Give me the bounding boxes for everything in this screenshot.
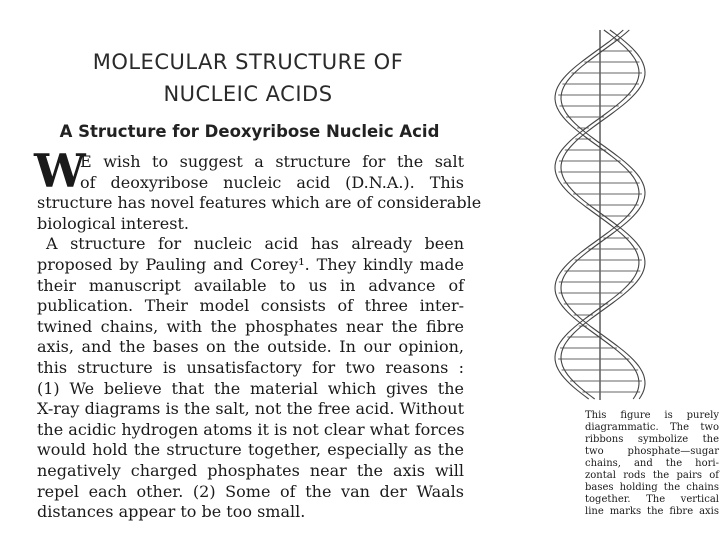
article-line: of deoxyribose nucleic acid (D.N.A.). This <box>80 172 464 192</box>
phosphate-sugar-ribbon-1 <box>555 30 639 399</box>
article-line: structure has novel features which are of considerable <box>37 193 482 213</box>
title-line-2: NUCLEIC ACIDS <box>163 82 333 106</box>
article-line: this structure is unsatisfactory for two reasons : <box>37 358 464 377</box>
article-line: their manuscript available to us in advance of <box>37 275 464 295</box>
caption-line: two phosphate—sugar <box>585 446 719 457</box>
article-line: the acidic hydrogen atoms it is not clear what forces <box>37 419 465 439</box>
article-line: E wish to suggest a structure for the salt <box>80 152 464 171</box>
caption-line: diagrammatic. The two <box>585 422 719 433</box>
article-line: repel each other. (2) Some of the van der Waals <box>37 481 464 501</box>
article-line: negatively charged phosphates near the axis will <box>37 461 464 480</box>
article-line: (1) We believe that the material which gives the <box>37 378 464 398</box>
subtitle: A Structure for Deoxyribose Nucleic Acid <box>59 122 440 141</box>
article-line: biological interest. <box>37 213 189 233</box>
caption-line: together. The vertical <box>585 494 719 505</box>
article-line: proposed by Pauling and Corey¹. They kindly made <box>37 255 464 274</box>
title-line-1: MOLECULAR STRUCTURE OF <box>92 50 404 74</box>
article-line: X-ray diagrams is the salt, not the free acid. Without <box>37 399 464 419</box>
article-line: axis, and the bases on the outside. In our opinion, <box>37 337 464 357</box>
article-line: publication. Their model consists of three inter- <box>37 296 464 316</box>
caption-line: This figure is purely <box>585 410 719 421</box>
article-line: distances appear to be too small. <box>37 502 306 522</box>
dna-helix-figure <box>520 25 690 405</box>
caption-line: chains, and the hori- <box>585 458 719 469</box>
caption-line: bases holding the chains <box>585 482 719 493</box>
article-line: would hold the structure together, especially as the <box>37 440 464 460</box>
caption-line: zontal rods the pairs of <box>585 470 719 481</box>
article-line: A structure for nucleic acid has already been <box>46 234 464 254</box>
article-line: twined chains, with the phosphates near the fibre <box>37 316 464 336</box>
phosphate-sugar-ribbon-1 <box>561 30 645 399</box>
drop-cap: W <box>34 144 86 198</box>
caption-line: line marks the fibre axis <box>585 506 719 517</box>
caption-line: ribbons symbolize the <box>585 434 719 445</box>
